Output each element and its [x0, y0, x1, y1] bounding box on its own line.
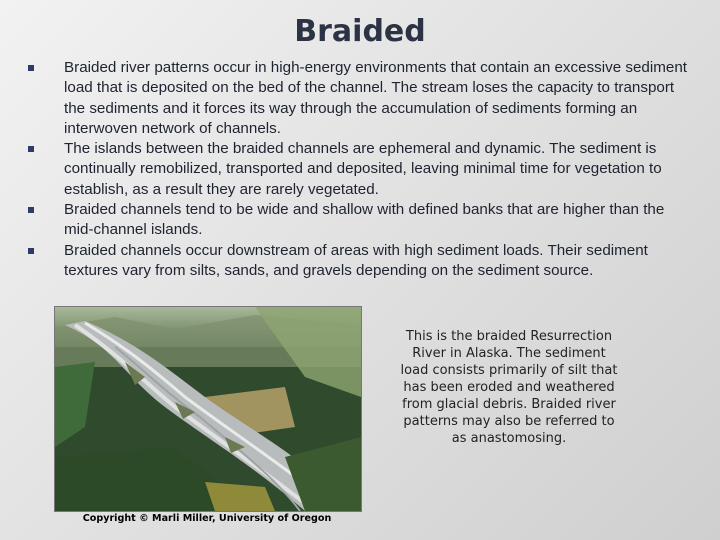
- braided-river-photo: [54, 306, 362, 512]
- square-bullet-icon: [28, 146, 34, 152]
- photo-credit: Copyright © Marli Miller, University of Oregon: [82, 513, 332, 524]
- bullet-item: [28, 241, 692, 282]
- square-bullet-icon: [28, 207, 34, 213]
- square-bullet-icon: [28, 248, 34, 254]
- bullet-text: Braided channels tend to be wide and shallow with defined banks that are higher than the mid-channel islands.: [64, 201, 665, 239]
- bullet-item: [28, 58, 692, 139]
- bullet-text: Braided channels occur downstream of areas with high sediment loads. Their sediment textures vary from silts, sands, and gravels depending on the sediment source.: [64, 241, 648, 279]
- slide-title: Braided: [294, 14, 426, 49]
- photo-caption: This is the braided Resurrection River in Alaska. The sediment load consists primarily of silt that has been eroded and weathered from glacial debris. Braided river patterns may also be referred to as anastomosing.: [400, 329, 618, 446]
- bullet-list: [28, 58, 692, 281]
- square-bullet-icon: [28, 65, 34, 71]
- bullet-text: Braided river patterns occur in high-energy environments that contain an excessive sediment load that is deposited on the bed of the channel. The stream loses the capacity to transport the sediments and it forces its way through the accumulation of sediments forming an interwoven network of channels.: [64, 59, 688, 137]
- bullet-text: The islands between the braided channels are ephemeral and dynamic. The sediment is continually remobilized, transported and deposited, leaving minimal time for vegetation to establish, as a result they are rarely vegetated.: [64, 140, 662, 198]
- bullet-item: [28, 200, 692, 241]
- aerial-river-photo-icon: [55, 307, 361, 511]
- bullet-item: [28, 139, 692, 200]
